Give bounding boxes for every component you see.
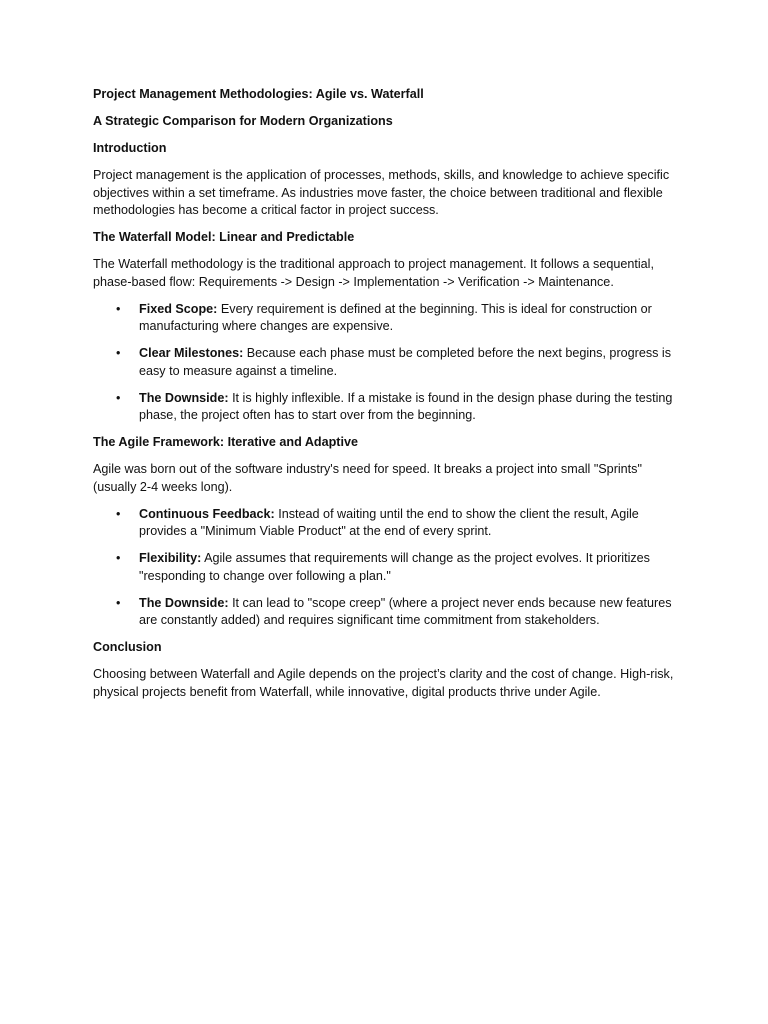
agile-paragraph: Agile was born out of the software industry's need for speed. It breaks a project into small "Sprints" (usually 2-4 weeks long). [93, 462, 642, 494]
agile-bullet-list [93, 506, 675, 630]
list-item [93, 550, 675, 585]
bullet-term: Fixed Scope: [139, 301, 218, 316]
bullet-icon: • [116, 551, 121, 565]
waterfall-bullet-list [93, 301, 675, 425]
document-title: Project Management Methodologies: Agile vs. Waterfall [93, 87, 424, 101]
section-heading-agile: The Agile Framework: Iterative and Adaptive [93, 435, 359, 449]
bullet-icon: • [116, 390, 121, 405]
bullet-text: It is highly inflexible. If a mistake is found in the design phase during the testing phase, the project often has to start over from the beginning. [139, 390, 673, 422]
document-page [93, 86, 675, 711]
list-item [93, 506, 675, 541]
bullet-term: Continuous Feedback: [139, 506, 275, 521]
bullet-term: Flexibility: [139, 551, 202, 565]
document-subtitle: A Strategic Comparison for Modern Organizations [93, 114, 393, 128]
waterfall-paragraph: The Waterfall methodology is the traditional approach to project management. It follows a sequential, phase-based flow: Requirements -> Design -> Implementation -> Verification -> Maintenance. [93, 257, 654, 289]
bullet-term: The Downside: [139, 390, 229, 405]
list-item [93, 390, 675, 425]
section-heading-conclusion: Conclusion [93, 640, 162, 654]
bullet-text: Agile assumes that requirements will change as the project evolves. It prioritizes "responding to change over following a plan." [139, 551, 650, 583]
bullet-text: It can lead to "scope creep" (where a project never ends because new features are constantly added) and requires significant time commitment from stakeholders. [139, 595, 672, 627]
section-heading-introduction: Introduction [93, 141, 167, 155]
bullet-icon: • [116, 346, 121, 360]
introduction-paragraph: Project management is the application of processes, methods, skills, and knowledge to achieve specific objectives within a set timeframe. As industries move faster, the choice between traditional and flexible methodologies has become a critical factor in project success. [93, 168, 670, 217]
bullet-icon: • [116, 595, 121, 610]
list-item [93, 345, 675, 380]
list-item [93, 595, 675, 630]
section-heading-waterfall: The Waterfall Model: Linear and Predictable [93, 230, 355, 244]
bullet-text: Because each phase must be completed before the next begins, progress is easy to measure against a timeline. [139, 346, 672, 378]
bullet-term: The Downside: [139, 595, 229, 610]
bullet-icon: • [116, 301, 121, 316]
list-item [93, 301, 675, 336]
conclusion-paragraph: Choosing between Waterfall and Agile depends on the project’s clarity and the cost of change. High-risk, physical projects benefit from Waterfall, while innovative, digital products thrive under Agile. [93, 667, 674, 699]
bullet-term: Clear Milestones: [139, 346, 244, 360]
bullet-icon: • [116, 506, 121, 521]
bullet-text: Instead of waiting until the end to show the client the result, Agile provides a "Minimum Viable Product" at the end of every sprint. [139, 506, 639, 538]
bullet-text: Every requirement is defined at the beginning. This is ideal for construction or manufacturing where changes are expensive. [139, 301, 652, 333]
